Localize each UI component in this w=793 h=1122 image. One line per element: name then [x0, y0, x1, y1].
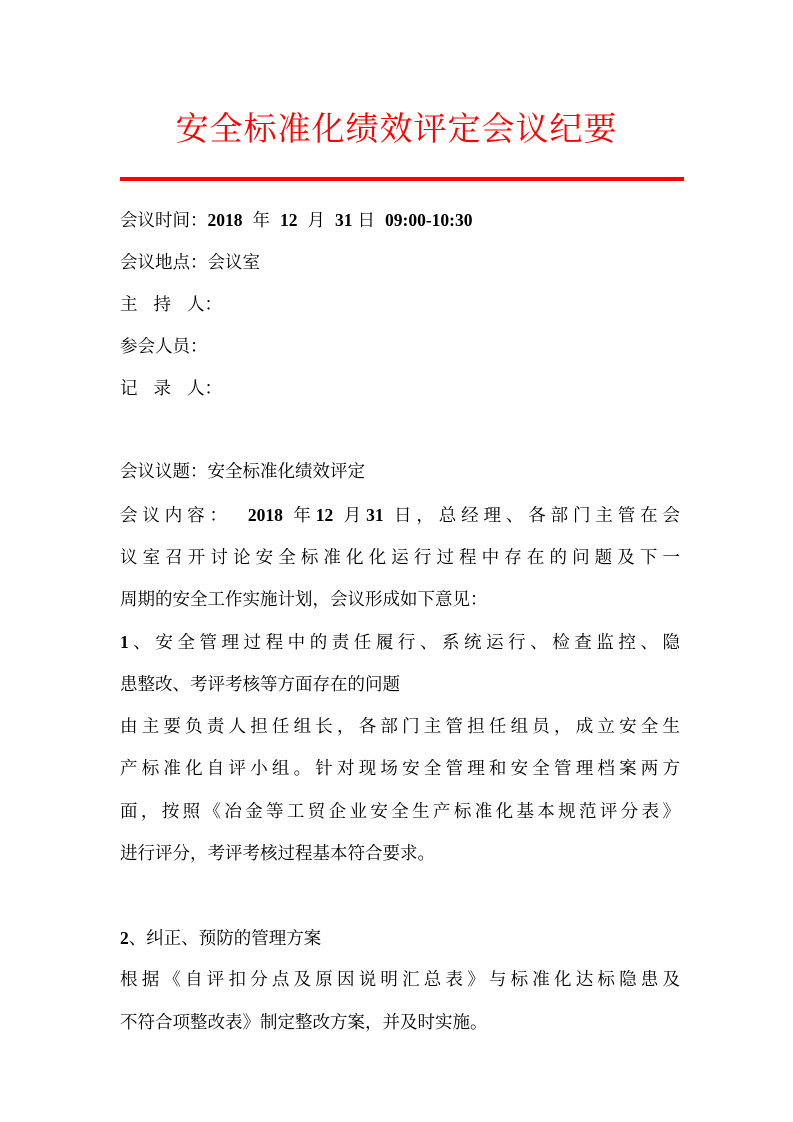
content-line-1 [120, 503, 680, 528]
section2-heading-text: 、纠正、预防的管理方案 [128, 929, 322, 949]
section1-body-line-3: 面，按照《冶金等工贸企业安全生产标准化基本规范评分表》 [120, 802, 680, 822]
meeting-topic [120, 460, 365, 484]
time-range: 09:00-10:30 [385, 210, 473, 230]
content-day: 31 [366, 505, 384, 525]
content-line1-rest: 日，总经理、各部门主管在会 [394, 506, 681, 526]
section1-heading-text: 、安全管理过程中的责任履行、系统运行、检查监控、隐 [128, 633, 680, 653]
topic-label: 会议议题： [120, 462, 208, 482]
year-unit: 年 [252, 211, 270, 231]
content-month-unit: 月 [343, 506, 367, 526]
location-value: 会议室 [207, 253, 260, 273]
location-label: 会议地点： [120, 253, 208, 273]
meeting-time [120, 208, 472, 233]
content-year-unit: 年 [293, 506, 316, 526]
meeting-recorder [120, 377, 222, 401]
host-label-2: 持 [153, 295, 171, 315]
day-unit: 日 [357, 211, 375, 231]
content-month: 12 [315, 505, 334, 525]
section1-body-line-1: 由主要负责人担任组长，各部门主管担任组员，成立安全生 [120, 717, 680, 737]
section1-number: 1 [120, 632, 129, 652]
attendees-label: 参会人员： [120, 337, 208, 357]
content-year: 2018 [247, 505, 283, 525]
time-year: 2018 [207, 210, 243, 230]
meeting-attendees [120, 335, 208, 359]
section2-body-line-1: 根据《自评扣分点及原因说明汇总表》与标准化达标隐患及 [120, 970, 680, 990]
meeting-host [120, 293, 222, 317]
month-unit: 月 [307, 211, 325, 231]
recorder-label-3: 人： [187, 379, 222, 399]
document-title: 安全标准化绩效评定会议纪要 [175, 109, 618, 148]
time-month: 12 [280, 210, 298, 230]
content-line-3: 周期的安全工作实施计划，会议形成如下意见： [120, 590, 488, 610]
topic-value: 安全标准化绩效评定 [207, 462, 365, 482]
content-line-2: 议室召开讨论安全标准化化运行过程中存在的问题及下一 [120, 548, 680, 568]
time-day: 31 [335, 210, 353, 230]
content-label: 会议内容： [120, 506, 232, 526]
section2-body-line-2: 不符合项整改表》制定整改方案，并及时实施。 [120, 1013, 488, 1033]
meeting-location [120, 251, 260, 275]
title-divider [120, 177, 684, 181]
section1-heading-line-2: 患整改、考评考核等方面存在的问题 [120, 675, 400, 695]
section2-heading [120, 926, 321, 951]
section1-heading-line-1 [120, 630, 680, 655]
recorder-label-2: 录 [153, 379, 171, 399]
host-label-1: 主 [120, 295, 138, 315]
host-label-3: 人： [187, 295, 222, 315]
section1-body-line-4: 进行评分，考评考核过程基本符合要求。 [120, 844, 435, 864]
section1-body-line-2: 产标准化自评小组。针对现场安全管理和安全管理档案两方 [120, 759, 680, 779]
recorder-label-1: 记 [120, 379, 138, 399]
section2-number: 2 [120, 928, 129, 948]
time-label: 会议时间： [120, 211, 208, 231]
